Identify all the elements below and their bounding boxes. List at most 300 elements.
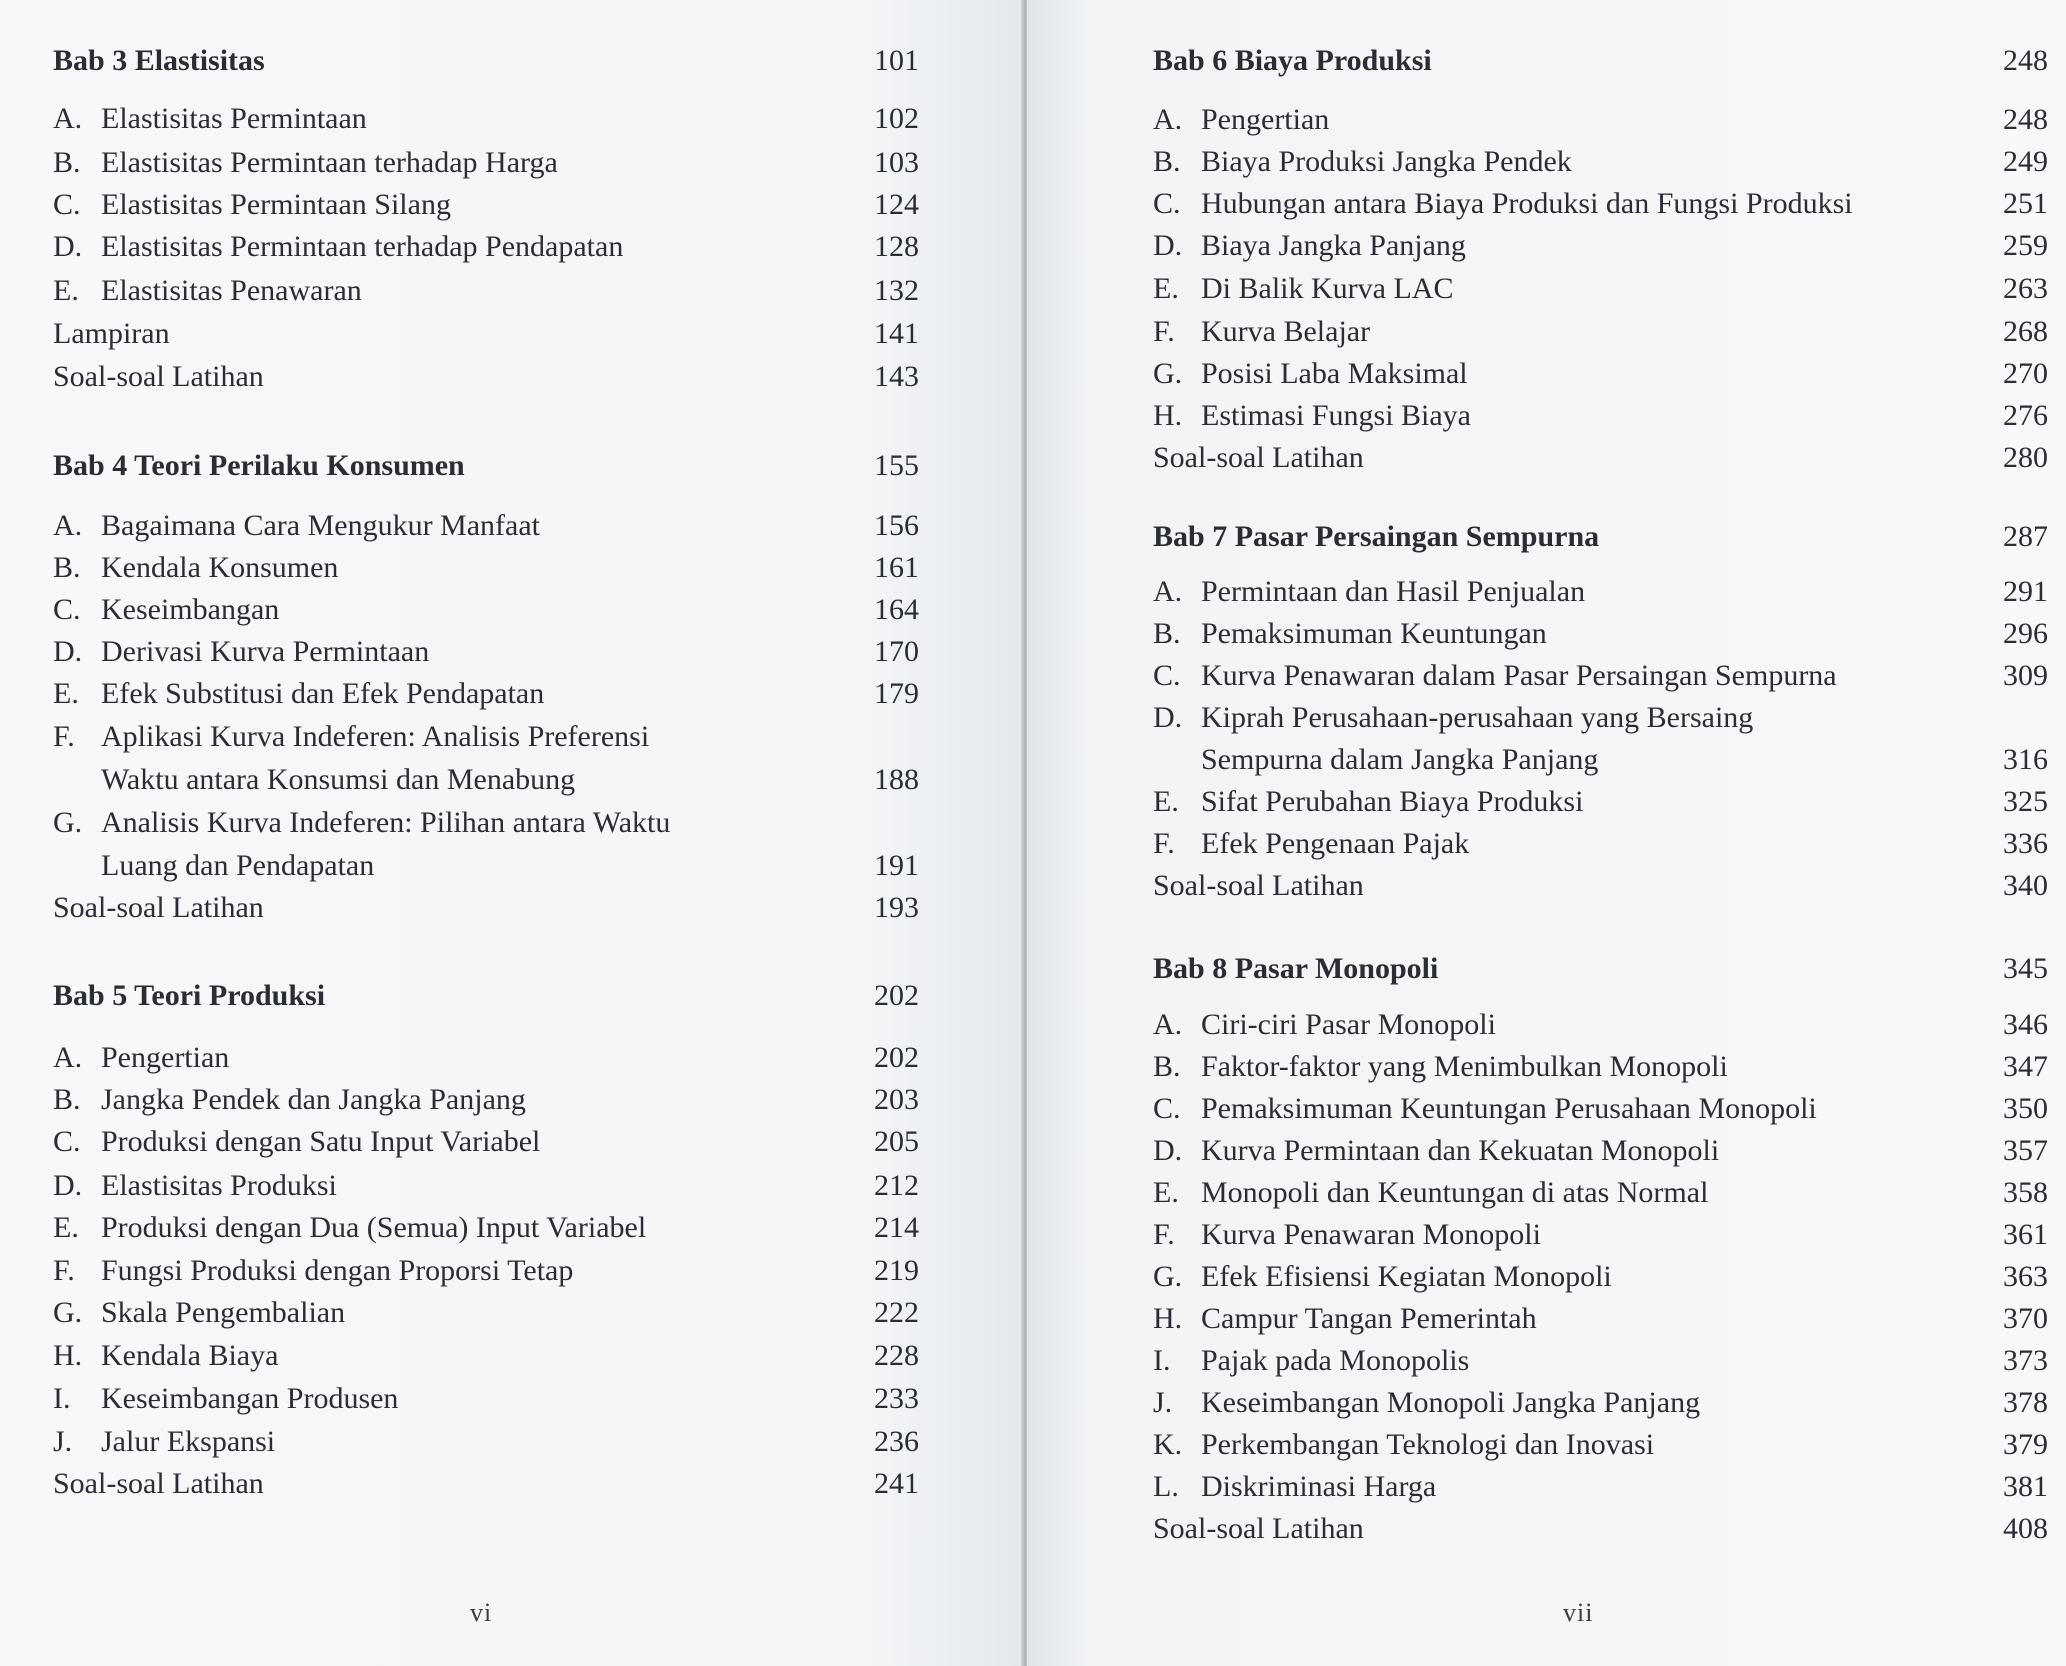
toc-page-number: 358 <box>2003 1176 2048 1209</box>
toc-entry-label <box>53 226 859 268</box>
toc-entry-letter: F. <box>1153 827 1175 860</box>
toc-page-number: 193 <box>874 891 919 924</box>
toc-entry-title: Permintaan dan Hasil Penjualan <box>1201 575 1586 608</box>
toc-entry-label <box>1153 437 1988 479</box>
toc-entry-label <box>53 40 859 82</box>
toc-entry-label <box>1153 1424 1988 1466</box>
toc-entry-label <box>53 142 859 184</box>
toc-entry-letter: A. <box>1153 103 1183 136</box>
toc-entry <box>53 547 919 589</box>
toc-entry-letter: H. <box>1153 1302 1183 1335</box>
toc-entry <box>53 270 919 312</box>
toc-entry <box>1153 311 2048 353</box>
toc-entry <box>1153 1088 2048 1130</box>
toc-entry-letter: E. <box>53 1211 79 1244</box>
toc-entry-label <box>1153 1382 1988 1424</box>
toc-entry <box>1153 183 2048 225</box>
toc-entry-title: Soal-soal Latihan <box>1153 441 1364 474</box>
left-page <box>0 0 1023 1666</box>
toc-entry-letter: B. <box>1153 617 1181 650</box>
toc-entry <box>1153 655 2048 697</box>
toc-entry-title: Kurva Belajar <box>1201 315 1371 348</box>
toc-chapter-heading <box>1153 516 2048 558</box>
toc-page-number: 373 <box>2003 1344 2048 1377</box>
toc-entry-letter: C. <box>53 188 81 221</box>
toc-page-number: 251 <box>2003 187 2048 220</box>
toc-page-number: 309 <box>2003 659 2048 692</box>
toc-entry-title: Estimasi Fungsi Biaya <box>1201 399 1471 432</box>
toc-page-number: 378 <box>2003 1386 2048 1419</box>
toc-entry-title: Ciri-ciri Pasar Monopoli <box>1201 1008 1496 1041</box>
toc-page-number: 222 <box>874 1296 919 1329</box>
toc-page-number: 248 <box>2003 103 2048 136</box>
toc-entry <box>1153 353 2048 395</box>
left-page-folio: vi <box>470 1598 493 1627</box>
toc-entry-label <box>53 1165 859 1207</box>
toc-entry-title: Fungsi Produksi dengan Proporsi Tetap <box>101 1254 574 1287</box>
toc-chapter-heading <box>53 445 919 487</box>
toc-entry-letter: B. <box>53 146 81 179</box>
toc-entry-title: Bab 8 Pasar Monopoli <box>1153 952 1439 985</box>
toc-entry-title: Skala Pengembalian <box>101 1296 346 1329</box>
toc-entry-label <box>53 270 859 312</box>
toc-entry-title: Pemaksimuman Keuntungan <box>1201 617 1547 650</box>
toc-page-number: 346 <box>2003 1008 2048 1041</box>
toc-page-number: 241 <box>874 1467 919 1500</box>
toc-entry-title: Efek Pengenaan Pajak <box>1201 827 1470 860</box>
toc-page-number: 233 <box>874 1382 919 1415</box>
toc-entry-label <box>53 716 859 758</box>
toc-entry-label <box>53 887 859 929</box>
toc-entry <box>53 845 919 887</box>
toc-page-number: 236 <box>874 1425 919 1458</box>
toc-entry <box>53 1378 919 1420</box>
toc-entry-letter: E. <box>1153 1176 1179 1209</box>
toc-entry-letter: C. <box>1153 187 1181 220</box>
toc-entry-title: Pajak pada Monopolis <box>1201 1344 1470 1377</box>
toc-entry <box>1153 1046 2048 1088</box>
toc-entry <box>53 887 919 929</box>
toc-entry-letter: E. <box>1153 272 1179 305</box>
toc-entry-letter: H. <box>1153 399 1183 432</box>
toc-page-number: 101 <box>874 44 919 77</box>
toc-entry-title: Jangka Pendek dan Jangka Panjang <box>101 1083 526 1116</box>
toc-entry-title: Diskriminasi Harga <box>1201 1470 1437 1503</box>
toc-entry-label <box>53 673 859 715</box>
toc-entry <box>1153 1466 2048 1508</box>
toc-entry-letter: F. <box>1153 315 1175 348</box>
toc-entry-label <box>53 802 859 844</box>
toc-page-number: 276 <box>2003 399 2048 432</box>
toc-entry-letter: B. <box>53 1083 81 1116</box>
toc-entry-label <box>1153 141 1988 183</box>
toc-entry-letter: D. <box>1153 701 1183 734</box>
toc-entry-letter: H. <box>53 1339 83 1372</box>
toc-entry-title: Faktor-faktor yang Menimbulkan Monopoli <box>1201 1050 1728 1083</box>
toc-page-number: 188 <box>874 763 919 796</box>
toc-entry-title: Elastisitas Produksi <box>101 1169 337 1202</box>
toc-page-number: 202 <box>874 979 919 1012</box>
toc-entry-label <box>53 759 859 801</box>
toc-entry-label <box>53 1421 859 1463</box>
toc-entry <box>1153 1340 2048 1382</box>
toc-page-number: 141 <box>874 317 919 350</box>
toc-entry <box>1153 141 2048 183</box>
toc-entry-title: Efek Substitusi dan Efek Pendapatan <box>101 677 545 710</box>
toc-entry-label <box>53 1207 859 1249</box>
toc-page-number: 350 <box>2003 1092 2048 1125</box>
toc-page-number: 214 <box>874 1211 919 1244</box>
toc-entry-label <box>1153 395 1988 437</box>
toc-entry-label <box>53 313 859 355</box>
toc-page-number: 280 <box>2003 441 2048 474</box>
toc-page-number: 212 <box>874 1169 919 1202</box>
toc-entry-letter: D. <box>53 1169 83 1202</box>
toc-page-number: 345 <box>2003 952 2048 985</box>
toc-entry-title: Analisis Kurva Indeferen: Pilihan antara Waktu <box>101 806 671 839</box>
toc-page-number: 340 <box>2003 869 2048 902</box>
toc-entry-title: Campur Tangan Pemerintah <box>1201 1302 1537 1335</box>
toc-entry-label <box>53 845 859 887</box>
toc-entry-title: Aplikasi Kurva Indeferen: Analisis Preferensi <box>101 720 650 753</box>
toc-entry-title: Elastisitas Permintaan <box>101 102 367 135</box>
toc-entry <box>1153 1214 2048 1256</box>
toc-entry <box>53 802 919 844</box>
toc-entry-title: Efek Efisiensi Kegiatan Monopoli <box>1201 1260 1612 1293</box>
toc-entry-letter: A. <box>53 1041 83 1074</box>
toc-page-number: 228 <box>874 1339 919 1372</box>
toc-entry <box>1153 99 2048 141</box>
toc-entry-title: Kurva Penawaran Monopoli <box>1201 1218 1541 1251</box>
toc-page-number: 370 <box>2003 1302 2048 1335</box>
toc-entry-label <box>53 1292 859 1334</box>
toc-entry-title: Elastisitas Permintaan terhadap Harga <box>101 146 558 179</box>
toc-entry <box>1153 268 2048 310</box>
toc-entry-label <box>1153 1046 1988 1088</box>
toc-entry-label <box>1153 1172 1988 1214</box>
toc-entry-label <box>1153 865 1988 907</box>
toc-entry-title: Produksi dengan Dua (Semua) Input Variabel <box>101 1211 647 1244</box>
toc-entry-label <box>53 1079 859 1121</box>
toc-entry <box>1153 1004 2048 1046</box>
toc-page-number: 161 <box>874 551 919 584</box>
toc-entry-title: Sifat Perubahan Biaya Produksi <box>1201 785 1584 818</box>
toc-entry-label <box>53 547 859 589</box>
toc-entry-title: Pengertian <box>101 1041 230 1074</box>
toc-entry-label <box>1153 1088 1988 1130</box>
toc-entry-letter: G. <box>53 1296 83 1329</box>
toc-entry <box>53 631 919 673</box>
toc-page-number: 379 <box>2003 1428 2048 1461</box>
toc-entry-label <box>1153 739 1988 781</box>
toc-page-number: 336 <box>2003 827 2048 860</box>
toc-entry-label <box>1153 1130 1988 1172</box>
toc-entry-label <box>53 505 859 547</box>
toc-entry <box>1153 613 2048 655</box>
toc-entry-title: Kurva Penawaran dalam Pasar Persaingan Sempurna <box>1201 659 1837 692</box>
toc-entry-title: Bab 6 Biaya Produksi <box>1153 44 1432 77</box>
toc-entry <box>1153 739 2048 781</box>
toc-entry-letter: C. <box>53 593 81 626</box>
toc-entry-letter: B. <box>1153 145 1181 178</box>
toc-entry <box>1153 1424 2048 1466</box>
toc-entry-label <box>53 98 859 140</box>
toc-entry-title: Kiprah Perusahaan-perusahaan yang Bersaing <box>1201 701 1754 734</box>
toc-entry <box>1153 865 2048 907</box>
toc-entry <box>1153 1172 2048 1214</box>
right-page-folio: vii <box>1563 1598 1594 1627</box>
toc-entry-title: Produksi dengan Satu Input Variabel <box>101 1125 541 1158</box>
toc-entry-title: Soal-soal Latihan <box>1153 869 1364 902</box>
toc-entry <box>53 356 919 398</box>
toc-page-number: 132 <box>874 274 919 307</box>
toc-entry-title: Soal-soal Latihan <box>53 891 264 924</box>
toc-entry-label <box>1153 1298 1988 1340</box>
toc-chapter-heading <box>1153 948 2048 990</box>
toc-entry-title: Hubungan antara Biaya Produksi dan Fungsi Produksi <box>1201 187 1853 220</box>
toc-entry-label <box>1153 311 1988 353</box>
toc-entry <box>1153 1256 2048 1298</box>
toc-entry-label <box>1153 225 1988 267</box>
toc-entry-title: Waktu antara Konsumsi dan Menabung <box>101 763 576 796</box>
toc-entry-label <box>53 975 859 1017</box>
toc-entry-title: Elastisitas Permintaan terhadap Pendapatan <box>101 230 624 263</box>
toc-entry <box>53 1421 919 1463</box>
toc-entry-title: Elastisitas Penawaran <box>101 274 362 307</box>
toc-entry <box>53 1037 919 1079</box>
toc-page-number: 249 <box>2003 145 2048 178</box>
toc-entry-letter: D. <box>1153 1134 1183 1167</box>
toc-entry-label <box>1153 1256 1988 1298</box>
toc-entry <box>1153 1382 2048 1424</box>
toc-page-number: 156 <box>874 509 919 542</box>
toc-entry-letter: B. <box>1153 1050 1181 1083</box>
toc-entry-letter: E. <box>53 274 79 307</box>
toc-entry-title: Elastisitas Permintaan Silang <box>101 188 451 221</box>
toc-entry <box>1153 1130 2048 1172</box>
toc-entry <box>53 1079 919 1121</box>
toc-entry-title: Soal-soal Latihan <box>53 1467 264 1500</box>
toc-page-number: 203 <box>874 1083 919 1116</box>
toc-entry-letter: C. <box>1153 1092 1181 1125</box>
toc-entry-letter: A. <box>1153 1008 1183 1041</box>
toc-page-number: 143 <box>874 360 919 393</box>
toc-page-number: 381 <box>2003 1470 2048 1503</box>
toc-entry-label <box>1153 948 1988 990</box>
toc-entry-title: Pemaksimuman Keuntungan Perusahaan Monopoli <box>1201 1092 1817 1125</box>
toc-entry-letter: G. <box>1153 1260 1183 1293</box>
toc-entry <box>1153 225 2048 267</box>
toc-entry-title: Bab 7 Pasar Persaingan Sempurna <box>1153 520 1600 553</box>
toc-entry-title: Keseimbangan Monopoli Jangka Panjang <box>1201 1386 1701 1419</box>
toc-entry-label <box>1153 183 1988 225</box>
toc-entry-title: Sempurna dalam Jangka Panjang <box>1201 743 1599 776</box>
toc-entry-label <box>1153 1214 1988 1256</box>
toc-page-number: 268 <box>2003 315 2048 348</box>
toc-entry-title: Soal-soal Latihan <box>1153 1512 1364 1545</box>
toc-entry-letter: I. <box>53 1382 71 1415</box>
toc-entry-label <box>53 1463 859 1505</box>
toc-entry <box>53 1250 919 1292</box>
toc-entry-letter: J. <box>1153 1386 1173 1419</box>
toc-entry-letter: C. <box>53 1125 81 1158</box>
toc-page-number: 296 <box>2003 617 2048 650</box>
toc-entry-label <box>53 1378 859 1420</box>
toc-entry <box>53 1463 919 1505</box>
toc-entry <box>53 589 919 631</box>
toc-page-number: 191 <box>874 849 919 882</box>
toc-page-number: 263 <box>2003 272 2048 305</box>
toc-page-number: 102 <box>874 102 919 135</box>
toc-entry-label <box>53 445 859 487</box>
toc-entry-label <box>1153 268 1988 310</box>
toc-entry-letter: A. <box>53 102 83 135</box>
toc-page-number: 248 <box>2003 44 2048 77</box>
toc-entry-letter: K. <box>1153 1428 1183 1461</box>
toc-entry-label <box>53 1335 859 1377</box>
toc-entry-title: Jalur Ekspansi <box>101 1425 276 1458</box>
toc-page-number: 408 <box>2003 1512 2048 1545</box>
toc-chapter-heading <box>53 40 919 82</box>
toc-entry-title: Bab 5 Teori Produksi <box>53 979 326 1012</box>
toc-page-number: 259 <box>2003 229 2048 262</box>
toc-page-number: 361 <box>2003 1218 2048 1251</box>
toc-entry-label <box>1153 781 1988 823</box>
toc-entry-label <box>1153 697 1988 739</box>
toc-entry-letter: F. <box>1153 1218 1175 1251</box>
toc-page-number: 357 <box>2003 1134 2048 1167</box>
toc-entry <box>53 313 919 355</box>
toc-entry-letter: A. <box>1153 575 1183 608</box>
toc-entry-title: Kendala Biaya <box>101 1339 279 1372</box>
toc-entry-letter: C. <box>1153 659 1181 692</box>
toc-entry <box>53 142 919 184</box>
toc-entry-letter: D. <box>53 635 83 668</box>
toc-entry <box>53 1207 919 1249</box>
toc-entry <box>53 184 919 226</box>
toc-page-number: 316 <box>2003 743 2048 776</box>
toc-entry-title: Monopoli dan Keuntungan di atas Normal <box>1201 1176 1709 1209</box>
toc-entry <box>53 1165 919 1207</box>
toc-entry-label <box>1153 613 1988 655</box>
toc-entry-letter: B. <box>53 551 81 584</box>
toc-entry-title: Kendala Konsumen <box>101 551 339 584</box>
toc-entry <box>53 1335 919 1377</box>
toc-entry-title: Biaya Jangka Panjang <box>1201 229 1466 262</box>
toc-entry-title: Perkembangan Teknologi dan Inovasi <box>1201 1428 1655 1461</box>
toc-entry-letter: J. <box>53 1425 73 1458</box>
toc-entry <box>53 716 919 758</box>
toc-entry-label <box>1153 516 1988 558</box>
toc-entry-title: Keseimbangan Produsen <box>101 1382 399 1415</box>
toc-entry-letter: E. <box>53 677 79 710</box>
toc-entry-letter: D. <box>53 230 83 263</box>
toc-entry-title: Luang dan Pendapatan <box>101 849 375 882</box>
toc-entry-label <box>1153 655 1988 697</box>
toc-entry <box>53 505 919 547</box>
toc-entry-label <box>53 184 859 226</box>
toc-entry-label <box>1153 1508 1988 1550</box>
toc-entry-label <box>53 589 859 631</box>
toc-page-number: 202 <box>874 1041 919 1074</box>
toc-page-number: 170 <box>874 635 919 668</box>
toc-entry <box>1153 437 2048 479</box>
toc-page-number: 128 <box>874 230 919 263</box>
toc-chapter-heading <box>53 975 919 1017</box>
toc-entry <box>1153 697 2048 739</box>
right-page <box>1027 0 2066 1666</box>
toc-entry <box>53 1292 919 1334</box>
toc-entry <box>53 1121 919 1163</box>
toc-entry-title: Posisi Laba Maksimal <box>1201 357 1468 390</box>
toc-entry-title: Pengertian <box>1201 103 1330 136</box>
toc-entry-title: Bab 4 Teori Perilaku Konsumen <box>53 449 465 482</box>
toc-chapter-heading <box>1153 40 2048 82</box>
toc-entry-letter: G. <box>1153 357 1183 390</box>
toc-entry-letter: E. <box>1153 785 1179 818</box>
toc-page-number: 363 <box>2003 1260 2048 1293</box>
toc-entry <box>53 673 919 715</box>
toc-entry <box>53 98 919 140</box>
toc-entry-title: Biaya Produksi Jangka Pendek <box>1201 145 1572 178</box>
toc-entry <box>1153 1508 2048 1550</box>
toc-entry-label <box>1153 823 1988 865</box>
toc-entry <box>53 226 919 268</box>
toc-entry-letter: F. <box>53 720 75 753</box>
toc-entry-label <box>53 1250 859 1292</box>
toc-entry <box>1153 1298 2048 1340</box>
toc-entry-title: Soal-soal Latihan <box>53 360 264 393</box>
toc-entry-title: Bagaimana Cara Mengukur Manfaat <box>101 509 540 542</box>
toc-entry-title: Derivasi Kurva Permintaan <box>101 635 430 668</box>
toc-entry-label <box>53 356 859 398</box>
toc-page-number: 347 <box>2003 1050 2048 1083</box>
toc-entry-title: Keseimbangan <box>101 593 280 626</box>
toc-page-number: 325 <box>2003 785 2048 818</box>
toc-entry-label <box>53 1037 859 1079</box>
toc-entry-label <box>1153 40 1988 82</box>
toc-entry-label <box>1153 1004 1988 1046</box>
toc-entry <box>1153 781 2048 823</box>
toc-page-number: 287 <box>2003 520 2048 553</box>
toc-entry-label <box>1153 1340 1988 1382</box>
toc-entry-letter: G. <box>53 806 83 839</box>
toc-entry-letter: A. <box>53 509 83 542</box>
toc-entry-label <box>53 631 859 673</box>
toc-entry-title: Lampiran <box>53 317 170 350</box>
toc-entry-letter: L. <box>1153 1470 1179 1503</box>
toc-page-number: 164 <box>874 593 919 626</box>
toc-page-number: 179 <box>874 677 919 710</box>
toc-entry-label <box>1153 571 1988 613</box>
toc-entry-letter: F. <box>53 1254 75 1287</box>
toc-entry <box>1153 395 2048 437</box>
toc-entry-letter: D. <box>1153 229 1183 262</box>
toc-page-number: 270 <box>2003 357 2048 390</box>
toc-entry <box>1153 823 2048 865</box>
toc-entry-label <box>1153 99 1988 141</box>
toc-entry-title: Bab 3 Elastisitas <box>53 44 265 77</box>
toc-entry-title: Kurva Permintaan dan Kekuatan Monopoli <box>1201 1134 1720 1167</box>
toc-entry-label <box>1153 1466 1988 1508</box>
toc-page-number: 103 <box>874 146 919 179</box>
toc-entry-label <box>53 1121 859 1163</box>
toc-page-number: 291 <box>2003 575 2048 608</box>
toc-entry-title: Di Balik Kurva LAC <box>1201 272 1454 305</box>
toc-entry-letter: I. <box>1153 1344 1171 1377</box>
toc-page-number: 205 <box>874 1125 919 1158</box>
toc-page-number: 219 <box>874 1254 919 1287</box>
